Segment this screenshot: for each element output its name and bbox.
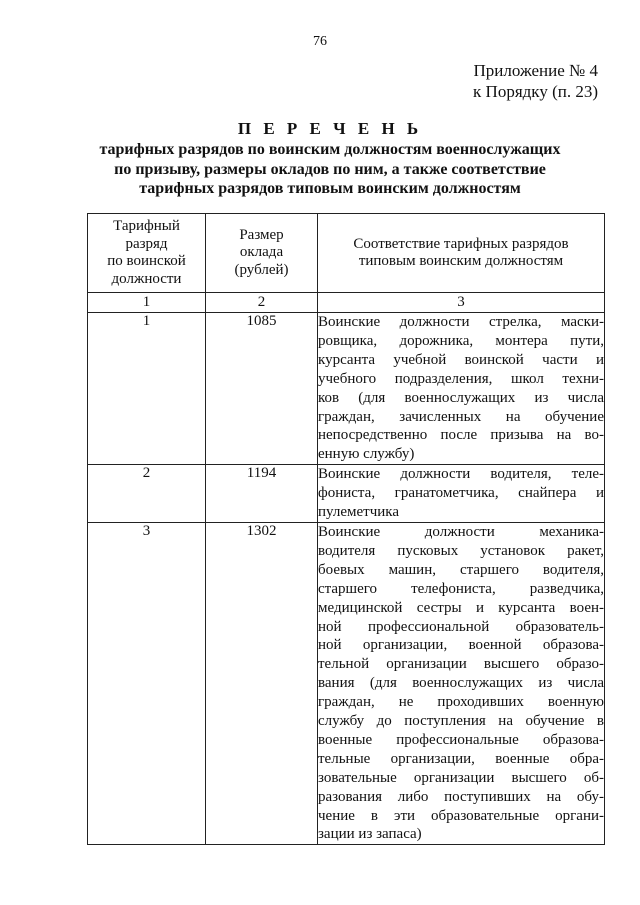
salary-cell: 1302 — [206, 522, 318, 844]
description-line: медицинской сестры и курсанта воен- — [318, 599, 604, 616]
title-subheading-line: по призыву, размеры окладов по ним, а также соответствие — [114, 160, 546, 178]
description-line: чение в эти образовательные органи- — [318, 807, 604, 824]
title-subheading-line: тарифных разрядов типовым воинским должностям — [139, 180, 521, 197]
header-position-correspondence: Соответствие тарифных разрядов типовым воинским должностям — [318, 214, 605, 293]
position-description-cell — [318, 522, 605, 844]
description-line: ной профессиональной образователь- — [318, 618, 604, 635]
title-subheading — [60, 140, 600, 199]
description-line: учебного подразделения, школ техни- — [318, 370, 604, 387]
description-line: граждан, зачисленных на обучение — [318, 408, 604, 425]
column-number: 2 — [206, 293, 318, 313]
tariff-grade-cell: 1 — [88, 313, 206, 465]
description-line: ровщика, дорожника, монтера пути, — [318, 332, 604, 349]
table-row — [88, 522, 605, 844]
table-header-row — [88, 214, 605, 293]
header-salary-amount: Размер оклада (рублей) — [206, 214, 318, 293]
tariff-grade-cell: 2 — [88, 465, 206, 523]
tariff-grades-table — [87, 213, 605, 845]
column-number: 1 — [88, 293, 206, 313]
document-title — [60, 118, 600, 199]
description-line: граждан, не проходивших военную — [318, 694, 604, 711]
description-line: Воинские должности стрелка, маски- — [318, 314, 604, 330]
header-tariff-grade: Тарифный разряд по воинской должности — [88, 214, 206, 293]
salary-cell: 1194 — [206, 465, 318, 523]
description-line: курсанта учебной воинской части и — [318, 351, 604, 368]
appendix-reference — [473, 60, 598, 102]
description-line: тельные организации, военные обра- — [318, 750, 604, 767]
description-line: службу до поступления на обучение в — [318, 713, 604, 730]
page-number: 76 — [313, 34, 327, 49]
description-line: вания (для военнослужащих из числа — [318, 675, 604, 692]
description-line: военные профессиональные образова- — [318, 731, 604, 748]
salary-cell: 1085 — [206, 313, 318, 465]
description-line: Воинские должности механика- — [318, 523, 604, 540]
description-line: боевых машин, старшего водителя, — [318, 561, 604, 578]
appendix-number: Приложение № 4 — [473, 61, 598, 80]
tariff-grade-cell: 3 — [88, 522, 206, 844]
table-row — [88, 465, 605, 523]
position-description-cell — [318, 465, 605, 523]
description-line: Воинские должности водителя, теле- — [318, 466, 604, 483]
description-line: фониста, гранатометчика, снайпера и — [318, 485, 604, 502]
position-description-cell — [318, 313, 605, 465]
description-line: тельной организации высшего образо- — [318, 656, 604, 673]
column-number: 3 — [318, 293, 605, 313]
description-line: енную службу) — [318, 446, 415, 463]
description-line: разования либо поступивших на обу- — [318, 788, 604, 805]
description-line: водителя пусковых установок ракет, — [318, 542, 604, 559]
description-line: ков (для военнослужащих из числа — [318, 389, 604, 406]
description-line: ной организации, военной образова- — [318, 637, 604, 654]
title-heading: П Е Р Е Ч Е Н Ь — [237, 119, 423, 138]
column-number-row — [88, 293, 605, 313]
description-line: непосредственно после призыва на во- — [318, 427, 604, 444]
description-line: зации из запаса) — [318, 826, 422, 843]
table-row — [88, 313, 605, 465]
appendix-order-reference: к Порядку (п. 23) — [473, 82, 598, 101]
title-subheading-line: тарифных разрядов по воинским должностям военнослужащих — [99, 141, 561, 158]
description-line: старшего телефониста, разведчика, — [318, 580, 604, 597]
description-line: зовательные организации высшего об- — [318, 769, 604, 786]
description-line: пулеметчика — [318, 504, 400, 521]
